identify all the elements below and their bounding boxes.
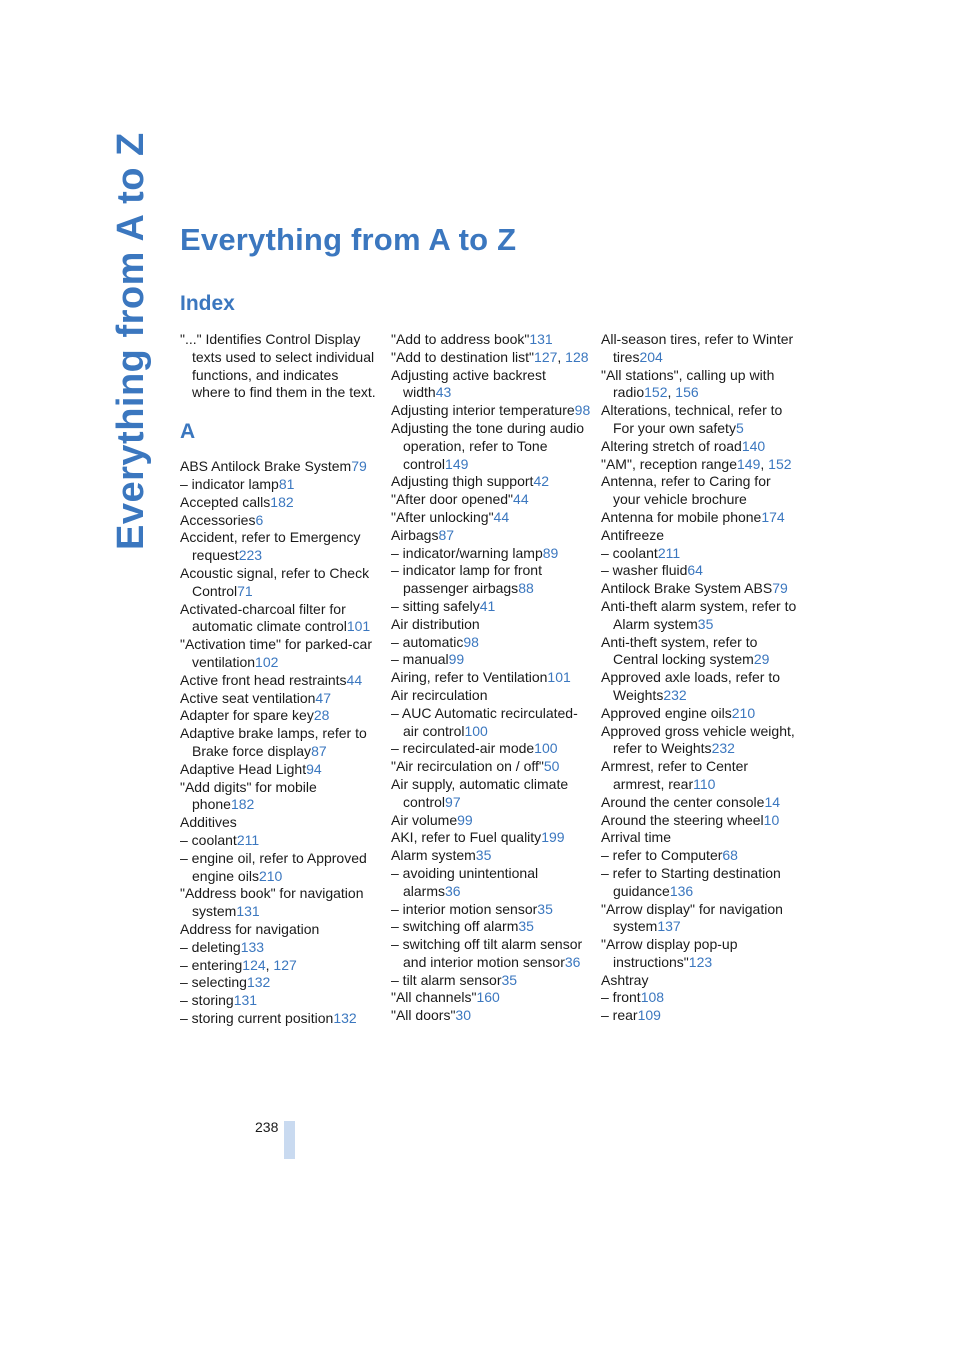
- index-page-link[interactable]: 35: [501, 971, 518, 988]
- index-page-link[interactable]: 88: [518, 580, 534, 597]
- index-entry: [601, 829, 801, 847]
- index-page-link[interactable]: 140: [741, 437, 766, 454]
- index-entry-text: Air distribution: [391, 615, 480, 632]
- index-page-link[interactable]: 102: [255, 653, 279, 670]
- index-entry: [391, 527, 591, 545]
- index-page-link[interactable]: 97: [445, 793, 461, 810]
- index-entry: [391, 776, 591, 812]
- index-entry: [180, 512, 380, 530]
- index-entry: [391, 812, 591, 830]
- index-page-link[interactable]: 79: [351, 458, 367, 475]
- index-entry-text: Antenna, refer to Caring for your vehicle brochure: [601, 473, 771, 508]
- index-entry-text: Air supply, automatic climate control: [391, 775, 569, 810]
- index-entry-text: – recirculated-air mode: [391, 740, 535, 757]
- index-entry-text: Active seat ventilation: [180, 689, 316, 706]
- index-entry-text: Adjusting active backrest width: [391, 366, 546, 401]
- index-page-link[interactable]: 100: [534, 740, 558, 757]
- index-entry-text: Accessories: [180, 511, 256, 528]
- index-entry-text: "Arrow display" for navigation system: [601, 900, 783, 935]
- index-entry: [601, 901, 801, 937]
- index-page-link[interactable]: 81: [278, 475, 295, 492]
- section-title: Index: [180, 292, 235, 315]
- index-entry: "All stations", calling up with radio152, 156: [601, 366, 775, 401]
- index-entry: [391, 758, 591, 776]
- index-entry: [180, 601, 380, 637]
- index-entry: [391, 936, 591, 972]
- index-entry-text: – indicator/warning lamp: [391, 544, 543, 561]
- index-entry: [391, 367, 591, 403]
- index-entry: [391, 901, 591, 919]
- page-title: Everything from A to Z: [180, 222, 517, 257]
- index-entry: [601, 545, 801, 563]
- index-page-link[interactable]: 127: [273, 956, 297, 973]
- index-entry-text: Acoustic signal, refer to Check Control: [180, 564, 370, 599]
- index-entry-text: Adjusting interior temperature: [391, 402, 575, 419]
- index-entry: [180, 832, 380, 850]
- index-entry-text: – refer to Starting destination guidance: [601, 864, 781, 899]
- index-page-link[interactable]: 211: [236, 831, 260, 848]
- index-entry-text: AKI, refer to Fuel quality: [391, 829, 542, 846]
- index-entry-text: Adjusting thigh support: [391, 473, 534, 490]
- index-entry-text: "Address book" for navigation system: [180, 885, 364, 920]
- index-entry: [180, 939, 380, 957]
- index-page-link[interactable]: 36: [445, 882, 461, 899]
- index-entry: [601, 562, 801, 580]
- index-entry: [391, 1007, 591, 1025]
- index-entry-text: Anti-theft alarm system, refer to Alarm system: [601, 597, 797, 632]
- index-entry: [601, 705, 801, 723]
- index-entry: [391, 829, 591, 847]
- index-entry: [391, 616, 591, 634]
- index-entry: [391, 740, 591, 758]
- index-entry: [180, 565, 380, 601]
- index-entry: [601, 598, 801, 634]
- index-entry-text: Adapter for spare key: [180, 707, 314, 724]
- index-page-link[interactable]: 133: [240, 938, 265, 955]
- index-entry-text: – storing current position: [180, 1009, 334, 1026]
- index-letter-heading: A: [180, 420, 196, 444]
- index-entry-text: All-season tires, refer to Winter tires: [601, 331, 794, 365]
- index-page-link[interactable]: 42: [533, 473, 550, 490]
- index-page-link[interactable]: 182: [230, 796, 255, 813]
- index-entry: [180, 885, 380, 921]
- index-page-link[interactable]: 35: [475, 847, 492, 864]
- index-page-link[interactable]: 35: [518, 918, 534, 935]
- index-page-link[interactable]: 232: [663, 686, 687, 703]
- index-page-link[interactable]: 41: [479, 597, 496, 614]
- index-entry-text: – indicator lamp: [180, 475, 279, 492]
- page-number: 238: [255, 1119, 279, 1135]
- index-page-link[interactable]: 199: [541, 829, 565, 846]
- index-page-link[interactable]: 28: [313, 707, 330, 724]
- index-page-link[interactable]: 30: [455, 1007, 471, 1024]
- index-page-link[interactable]: 152: [768, 455, 792, 472]
- index-page-link[interactable]: 127: [534, 348, 558, 365]
- index-page-link[interactable]: 47: [315, 689, 331, 706]
- index-entry-text: "Air recirculation on / off": [391, 758, 544, 775]
- index-entry: [180, 458, 380, 476]
- index-entry: [180, 814, 380, 832]
- index-page-link[interactable]: 43: [435, 384, 452, 401]
- index-entry: [180, 725, 380, 761]
- index-entry-text: "Activation time" for parked-car ventilation: [180, 636, 373, 670]
- index-entry-text: "All doors": [391, 1007, 456, 1024]
- index-entry-text: – switching off alarm: [391, 918, 519, 935]
- index-entry-text: – deleting: [180, 938, 241, 955]
- index-entry-text: Air recirculation: [391, 686, 488, 703]
- index-page-link[interactable]: 14: [764, 793, 781, 810]
- index-entry: [601, 989, 801, 1007]
- index-entry: "Add to destination list"127, 128: [391, 348, 589, 365]
- index-entry: [601, 509, 801, 527]
- index-entry-text: – washer fluid: [601, 562, 688, 579]
- index-entry-text: – tilt alarm sensor: [391, 971, 502, 988]
- index-entry-text: Armrest, refer to Center armrest, rear: [601, 758, 749, 792]
- index-entry-text: – coolant: [180, 831, 237, 848]
- index-page-link[interactable]: 137: [657, 918, 681, 935]
- index-entries-1: [180, 458, 380, 1028]
- index-entry-text: "Add to destination list": [391, 348, 535, 365]
- index-entry-text: Adaptive Head Light: [180, 760, 307, 777]
- index-entry: [180, 1010, 380, 1028]
- index-entry-text: Altering stretch of road: [601, 437, 742, 454]
- index-entry-text: Accident, refer to Emergency request: [180, 529, 361, 564]
- index-entry-text: Additives: [180, 814, 237, 831]
- index-page-link[interactable]: 124: [242, 956, 266, 973]
- index-entry-text: – entering: [180, 956, 243, 973]
- index-page-link[interactable]: 98: [463, 633, 479, 650]
- index-entry-text: – coolant: [601, 544, 658, 561]
- index-entry: [601, 865, 801, 901]
- index-page-link[interactable]: 35: [697, 615, 714, 632]
- index-page-link[interactable]: 99: [457, 811, 473, 828]
- index-entry: [601, 669, 801, 705]
- index-entry: [391, 972, 591, 990]
- index-entry-text: – AUC Automatic recirculated-air control: [391, 704, 578, 739]
- index-entry: [601, 580, 801, 598]
- index-entries-3: [601, 331, 801, 1025]
- index-page-link[interactable]: 98: [574, 402, 591, 419]
- index-page-link[interactable]: 100: [464, 722, 488, 739]
- index-page-link[interactable]: 35: [537, 900, 553, 917]
- index-entry-text: Antilock Brake System ABS: [601, 580, 773, 597]
- index-entry-text: – front: [601, 989, 641, 1006]
- index-page-link[interactable]: 210: [731, 704, 756, 721]
- index-entry-text: "AM", reception range: [601, 455, 738, 472]
- index-entry: [601, 972, 801, 990]
- index-page-link[interactable]: 128: [565, 348, 589, 365]
- index-page-link[interactable]: 36: [564, 953, 581, 970]
- index-entry: [601, 1007, 801, 1025]
- index-entry: [601, 438, 801, 456]
- index-page-link[interactable]: 223: [238, 547, 263, 564]
- index-page-link[interactable]: 44: [513, 491, 529, 508]
- index-entry-text: Accepted calls: [180, 493, 271, 510]
- index-entry-text: Anti-theft system, refer to Central locking system: [601, 633, 758, 668]
- index-entry-text: – sitting safely: [391, 597, 480, 614]
- index-entry: [391, 402, 591, 420]
- index-entry: [391, 705, 591, 741]
- index-entries-2: [391, 331, 591, 1025]
- index-entry: [601, 634, 801, 670]
- index-entry: [601, 527, 801, 545]
- index-page-link[interactable]: 152: [644, 384, 668, 401]
- index-page-link[interactable]: 29: [753, 651, 770, 668]
- index-page-link[interactable]: 50: [543, 758, 560, 775]
- index-page-link[interactable]: 131: [233, 992, 258, 1009]
- index-entry-text: – avoiding unintentional alarms: [391, 864, 539, 899]
- index-page-link[interactable]: 160: [476, 989, 500, 1006]
- index-entry: [180, 690, 380, 708]
- index-page-link[interactable]: 149: [445, 455, 469, 472]
- index-entry-text: Antifreeze: [601, 526, 665, 543]
- index-entry-text: Ashtray: [601, 971, 649, 988]
- index-entry-text: Activated-charcoal filter for automatic climate control: [180, 600, 347, 635]
- index-entry: [391, 847, 591, 865]
- index-page-link[interactable]: 211: [657, 544, 681, 561]
- index-entry: [391, 651, 591, 669]
- index-entry: [391, 687, 591, 705]
- index-entry: [391, 509, 591, 527]
- index-entry: [601, 758, 801, 794]
- index-page-link[interactable]: 101: [547, 669, 571, 686]
- index-page-link[interactable]: 131: [529, 331, 553, 347]
- index-entry: – entering124, 127: [180, 956, 297, 973]
- index-page-link[interactable]: 99: [448, 651, 465, 668]
- index-page-link[interactable]: 132: [333, 1009, 357, 1026]
- index-page-link[interactable]: 131: [236, 903, 260, 920]
- index-page-link[interactable]: 5: [735, 419, 744, 436]
- index-entry: [601, 331, 801, 367]
- index-entry-text: Address for navigation: [180, 920, 320, 937]
- index-page-link[interactable]: 68: [722, 847, 738, 864]
- index-entry-text: Airing, refer to Ventilation: [391, 669, 548, 686]
- index-entry-text: Approved engine oils: [601, 704, 732, 721]
- index-entry: [601, 402, 801, 438]
- index-entry-text: "All channels": [391, 989, 477, 1006]
- index-entry-text: – switching off tilt alarm sensor and interior motion sensor: [391, 936, 583, 970]
- index-page-link[interactable]: 232: [711, 740, 735, 757]
- index-entry-text: Air volume: [391, 811, 458, 828]
- index-entry: [601, 723, 801, 759]
- index-entry-text: Arrival time: [601, 829, 672, 846]
- index-entry-text: – indicator lamp for front passenger airbags: [391, 562, 542, 597]
- index-entry: [601, 847, 801, 865]
- index-entry-text: Airbags: [391, 526, 439, 543]
- index-entry-text: Approved gross vehicle weight, refer to Weights: [601, 722, 795, 757]
- index-column-3: [601, 331, 801, 1025]
- index-entry: [180, 921, 380, 939]
- index-page-link[interactable]: 110: [693, 775, 716, 792]
- index-entry: [391, 669, 591, 687]
- index-entry-text: Alarm system: [391, 847, 476, 864]
- index-page-link[interactable]: 64: [687, 562, 703, 579]
- index-entry-text: "Add digits" for mobile phone: [180, 778, 317, 813]
- index-intro: "..." Identifies Control Display texts used to select individual functions, and indicates where to find them in the text.: [180, 331, 376, 401]
- index-page-link[interactable]: 210: [258, 867, 283, 884]
- index-entry-text: "Arrow display pop-up instructions": [601, 936, 738, 970]
- index-page-link[interactable]: 71: [237, 582, 253, 599]
- index-entry: [601, 794, 801, 812]
- index-entry-text: "Add to address book": [391, 331, 530, 347]
- index-page-link[interactable]: 136: [669, 882, 694, 899]
- index-entry: [391, 420, 591, 473]
- index-column-1: [180, 331, 380, 1028]
- index-entry: [180, 529, 380, 565]
- index-entry-text: Around the center console: [601, 793, 765, 810]
- index-entry-text: Alterations, technical, refer to For your own safety: [601, 402, 783, 436]
- index-entry-text: – manual: [391, 651, 449, 668]
- index-entry: "AM", reception range149, 152: [601, 455, 792, 472]
- index-entry-text: Adaptive brake lamps, refer to Brake force display: [180, 725, 367, 759]
- index-page-link[interactable]: 87: [438, 526, 455, 543]
- index-entry: [180, 672, 380, 690]
- index-entry-text: "After door opened": [391, 491, 514, 508]
- index-entry-text: Adjusting the tone during audio operation, refer to Tone control: [391, 419, 585, 472]
- index-page-link[interactable]: 123: [688, 953, 713, 970]
- index-entry-text: "After unlocking": [391, 508, 494, 525]
- index-page-link[interactable]: 94: [306, 760, 322, 777]
- index-page-link[interactable]: 174: [761, 508, 785, 525]
- index-entry-text: ABS Antilock Brake System: [180, 458, 352, 475]
- index-entry: [391, 562, 591, 598]
- index-entry-text: "All stations", calling up with radio: [601, 366, 775, 401]
- side-title-text: Everything from A to Z: [110, 132, 152, 550]
- index-entry-text: – rear: [601, 1007, 638, 1024]
- index-page-link[interactable]: 108: [640, 989, 665, 1006]
- index-entry-text: – refer to Computer: [601, 847, 723, 864]
- index-page-link[interactable]: 149: [737, 455, 761, 472]
- index-entry: [601, 812, 801, 830]
- index-entry-text: – interior motion sensor: [391, 900, 538, 917]
- index-page-link[interactable]: 156: [675, 384, 699, 401]
- index-entry: [391, 473, 591, 491]
- index-entry: [601, 936, 801, 972]
- index-page-link[interactable]: 182: [270, 493, 294, 510]
- index-entry: [180, 707, 380, 725]
- index-page-link[interactable]: 6: [255, 511, 264, 528]
- index-entry: [180, 779, 380, 815]
- index-entry: [391, 634, 591, 652]
- index-entry: [391, 918, 591, 936]
- index-page-link[interactable]: 109: [637, 1007, 661, 1024]
- index-entry: [180, 974, 380, 992]
- index-page-link[interactable]: 89: [542, 544, 559, 561]
- index-entry: [180, 761, 380, 779]
- index-entry-text: Approved axle loads, refer to Weights: [601, 669, 780, 703]
- index-entry-text: – storing: [180, 992, 234, 1009]
- index-entry: [391, 598, 591, 616]
- index-entry: [601, 473, 801, 509]
- index-entry: [391, 989, 591, 1007]
- index-entry: [180, 636, 380, 672]
- index-page-link[interactable]: 87: [311, 742, 327, 759]
- page-marker-bar: [284, 1121, 295, 1159]
- index-page-link[interactable]: 204: [639, 348, 663, 365]
- index-page-link[interactable]: 79: [772, 580, 788, 597]
- index-page-link[interactable]: 44: [493, 508, 510, 525]
- index-entry: [180, 494, 380, 512]
- index-entry-text: Antenna for mobile phone: [601, 508, 762, 525]
- index-entry: [391, 865, 591, 901]
- index-entry-text: – selecting: [180, 974, 247, 991]
- index-page-link[interactable]: 44: [346, 671, 363, 688]
- index-entry-text: Around the steering wheel: [601, 811, 764, 828]
- index-entry: [180, 992, 380, 1010]
- index-entry-text: – engine oil, refer to Approved engine oils: [180, 849, 367, 884]
- index-column-2: [391, 331, 591, 1025]
- index-entry: [391, 491, 591, 509]
- index-entry: [391, 545, 591, 563]
- index-page-link[interactable]: 101: [346, 618, 371, 635]
- index-entry: [180, 476, 380, 494]
- index-entry-text: Active front head restraints: [180, 671, 347, 688]
- index-entry: [180, 850, 380, 886]
- index-entry-text: – automatic: [391, 633, 464, 650]
- index-entry: [391, 331, 591, 349]
- index-page-link[interactable]: 10: [763, 811, 780, 828]
- index-page-link[interactable]: 132: [246, 974, 271, 991]
